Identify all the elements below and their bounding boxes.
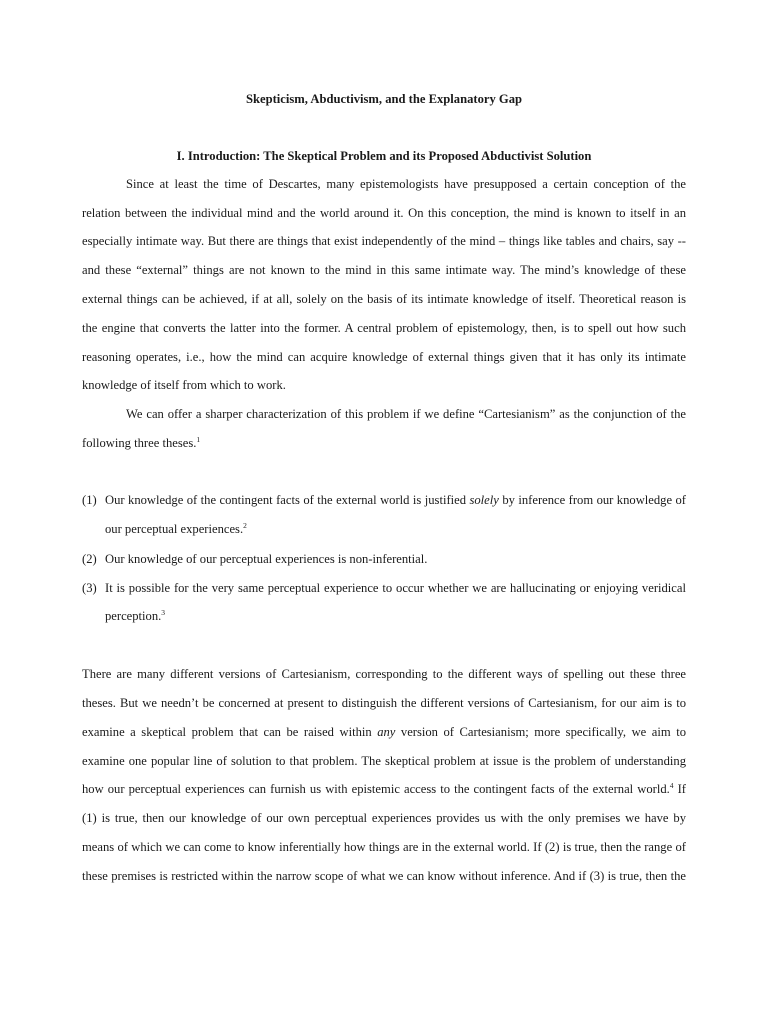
paragraph-2-line: We can offer a sharper characterization of this problem if we define “Cartesianism” as the conjunction of the — [126, 407, 686, 421]
thesis-1-line — [105, 492, 686, 508]
paragraph-1-line: external things can be achieved, if at all, solely on the basis of its intimate knowledge of itself. Theoretical reason is — [82, 292, 686, 306]
paragraph-3-emphasis: any — [377, 725, 396, 739]
paragraph-3-line: There are many different versions of Cartesianism, corresponding to the different ways of spelling out these three — [82, 667, 686, 681]
thesis-3-text: perception. — [105, 609, 162, 623]
paragraph-3-line: (1) is true, then our knowledge of our own perceptual experiences provides us with the only premises we have by — [82, 811, 686, 825]
thesis-1-text: our perceptual experiences. — [105, 522, 244, 536]
thesis-1-text: by inference from our knowledge of — [498, 493, 686, 507]
thesis-3-line — [105, 608, 686, 624]
paragraph-1-line: especially intimate way. But there are things that exist independently of the mind – things like tables and chairs, say -- — [82, 234, 686, 248]
thesis-number: (3) — [82, 581, 97, 595]
thesis-1-emphasis: solely — [469, 493, 499, 507]
footnote-marker: 1 — [196, 435, 201, 444]
paragraph-2-line — [82, 435, 686, 451]
thesis-3-line: It is possible for the very same perceptual experience to occur whether we are hallucinating or enjoying veridical — [105, 581, 686, 595]
paragraph-3-line: theses. But we needn’t be concerned at present to distinguish the different versions of Cartesianism, for our aim is to — [82, 696, 686, 710]
paragraph-3-text: how our perceptual experiences can furnish us with epistemic access to the contingent facts of the external world. — [82, 782, 670, 796]
paragraph-3-line — [82, 724, 686, 740]
thesis-number: (2) — [82, 552, 97, 566]
paragraph-1-line: the engine that converts the latter into the former. A central problem of epistemology, then, is to spell out how such — [82, 321, 686, 335]
section-heading: I. Introduction: The Skeptical Problem and its Proposed Abductivist Solution — [176, 149, 592, 163]
footnote-marker: 3 — [161, 608, 166, 617]
paragraph-3-line: examine one popular line of solution to that problem. The skeptical problem at issue is the problem of understanding — [82, 754, 686, 768]
paragraph-1-line: reasoning operates, i.e., how the mind can acquire knowledge of external things given that it has only its intimate — [82, 350, 686, 364]
paragraph-3-text: version of Cartesianism; more specifically, we aim to — [395, 725, 686, 739]
paragraph-1-line: and these “external” things are not known to the mind in this same intimate way. The mind’s knowledge of these — [82, 263, 686, 277]
paragraph-2-text: following three theses. — [82, 436, 197, 450]
thesis-number: (1) — [82, 493, 97, 507]
paragraph-1-line: Since at least the time of Descartes, many epistemologists have presupposed a certain conception of the — [126, 177, 686, 191]
thesis-2-line: Our knowledge of our perceptual experiences is non-inferential. — [105, 552, 428, 566]
paragraph-3-text: If — [673, 782, 686, 796]
paragraph-1-line: knowledge of itself from which to work. — [82, 378, 286, 392]
document-title: Skepticism, Abductivism, and the Explanatory Gap — [245, 92, 523, 106]
paragraph-3-line — [82, 781, 686, 797]
footnote-marker: 4 — [669, 781, 674, 790]
paragraph-3-text: examine a skeptical problem that can be raised within — [82, 725, 378, 739]
paragraph-3-line: means of which we can come to know inferentially how things are in the external world. If (2) is true, then the range of — [82, 840, 686, 854]
paragraph-1-line: relation between the individual mind and the world around it. On this conception, the mind is known to itself in an — [82, 206, 686, 220]
thesis-1-text: Our knowledge of the contingent facts of the external world is justified — [105, 493, 470, 507]
thesis-1-line — [105, 521, 686, 537]
footnote-marker: 2 — [243, 521, 247, 530]
paragraph-3-line: these premises is restricted within the narrow scope of what we can know without inference. And if (3) is true, then the — [82, 869, 686, 883]
